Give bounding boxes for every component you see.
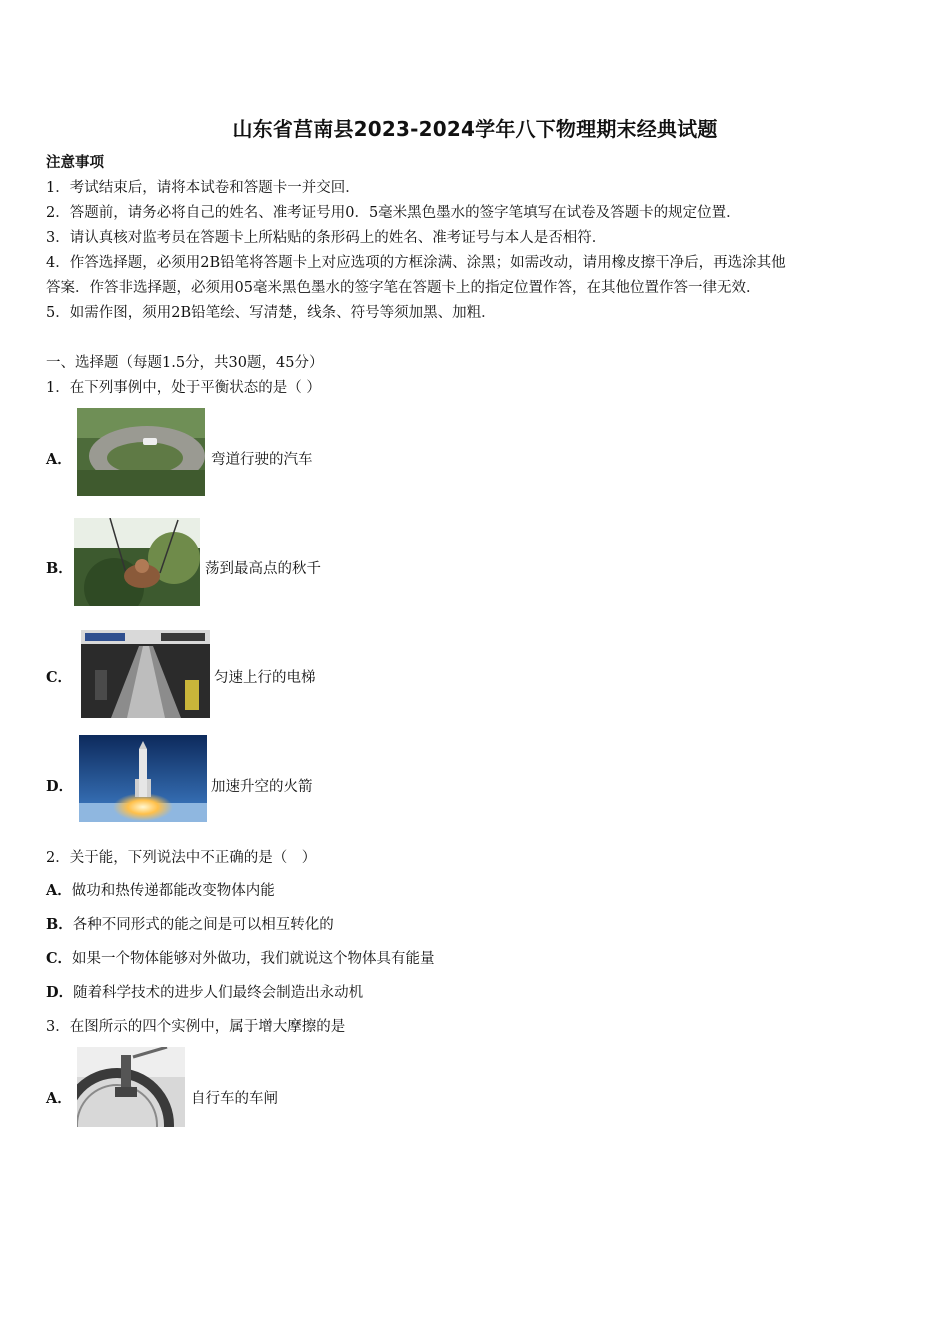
bicycle-brake-photo <box>77 1047 185 1127</box>
option-text: 弯道行驶的汽车 <box>211 452 313 468</box>
section-heading: 一、选择题（每题1.5分，共30题，45分） <box>46 355 324 371</box>
option-letter: B． <box>46 560 73 577</box>
option-letter: C． <box>46 950 73 967</box>
escalator-photo <box>81 630 210 718</box>
option-row <box>46 913 334 934</box>
rocket-launch-photo <box>79 735 207 822</box>
notice-item: 答案．作答非选择题，必须用05毫米黑色墨水的签字笔在答题卡上的指定位置作答，在其他位置作答一律无效． <box>46 280 761 296</box>
option-letter: A． <box>46 451 72 468</box>
notice-item: 3．请认真核对监考员在答题卡上所粘贴的条形码上的姓名、准考证号与本人是否相符． <box>46 230 607 246</box>
option-text: 如果一个物体能够对外做功，我们就说这个物体具有能量 <box>72 951 435 967</box>
notice-item: 1．考试结束后，请将本试卷和答题卡一并交回． <box>46 180 360 196</box>
option-text: 随着科学技术的进步人们最终会制造出永动机 <box>73 985 364 1001</box>
page-title: 山东省莒南县2023-2024学年八下物理期末经典试题 <box>232 117 718 141</box>
option-letter: A． <box>46 1090 72 1107</box>
notice-item: 5．如需作图，须用2B铅笔绘、写清楚，线条、符号等须加黑、加粗． <box>46 305 496 321</box>
option-letter: D． <box>46 778 74 795</box>
winding-road-car-photo <box>77 408 205 496</box>
question-3-stem: 3．在图所示的四个实例中，属于增大摩擦的是 <box>46 1019 346 1035</box>
option-letter: A． <box>46 882 72 899</box>
notice-item: 2．答题前，请务必将自己的姓名、准考证号用0．5毫米黑色墨水的签字笔填写在试卷及答题卡的规定位置． <box>46 205 741 221</box>
option-text: 各种不同形式的能之间是可以相互转化的 <box>72 917 334 933</box>
option-letter: B． <box>46 916 73 933</box>
option-letter: D． <box>46 984 74 1001</box>
question-1-stem: 1．在下列事例中，处于平衡状态的是（ ） <box>46 380 321 396</box>
option-text: 自行车的车闸 <box>191 1091 278 1107</box>
option-text: 加速升空的火箭 <box>211 779 313 795</box>
question-2-stem: 2．关于能，下列说法中不正确的是（ ） <box>46 850 317 866</box>
option-text: 匀速上行的电梯 <box>214 670 316 686</box>
option-row <box>46 879 275 900</box>
option-text: 做功和热传递都能改变物体内能 <box>71 883 275 899</box>
notice-heading: 注意事项 <box>46 154 104 171</box>
option-text: 荡到最高点的秋千 <box>205 561 321 577</box>
option-letter: C． <box>46 669 73 686</box>
option-row <box>46 947 435 968</box>
option-row <box>46 981 363 1002</box>
notice-item: 4．作答选择题，必须用2B铅笔将答题卡上对应选项的方框涂满、涂黑；如需改动，请用橡皮擦干净后，再选涂其他 <box>46 255 786 271</box>
swing-photo <box>74 518 200 606</box>
